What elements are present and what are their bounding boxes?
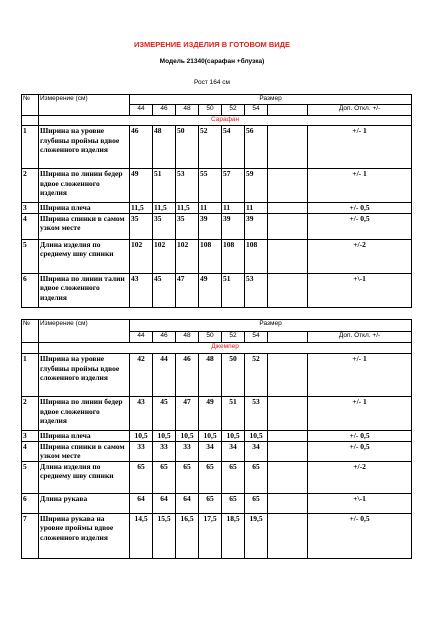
row-spacer <box>268 513 308 558</box>
row-name: Ширина по линии талии вдвое сложенного изделия <box>39 273 130 307</box>
size-value: 11,5 <box>176 203 199 214</box>
row-spacer <box>268 169 308 203</box>
size-value: 64 <box>153 493 176 513</box>
row-name: Длина изделия по среднему шву спинки <box>39 239 130 273</box>
row-spacer <box>268 203 308 214</box>
row-name: Ширина на уровне глубины проймы вдвое сложенного изделия <box>39 126 130 169</box>
header-spacer <box>268 105 308 116</box>
table-row <box>22 273 412 307</box>
header-num: № <box>22 320 39 343</box>
header-tolerance: Доп. Откл. +/- <box>308 105 412 116</box>
size-value: 65 <box>199 461 222 493</box>
size-value: 53 <box>245 397 268 431</box>
row-number: 2 <box>22 169 39 203</box>
size-value: 10,5 <box>245 431 268 442</box>
size-value: 108 <box>245 239 268 273</box>
size-value: 34 <box>245 441 268 461</box>
size-value: 11 <box>199 203 222 214</box>
row-number: 3 <box>22 431 39 442</box>
size-header: 52 <box>222 105 245 116</box>
size-value: 18,5 <box>222 513 245 558</box>
tolerance-value: +/- 0,5 <box>308 213 412 239</box>
header-measurement: Измерение (см) <box>39 95 130 116</box>
size-value: 33 <box>176 441 199 461</box>
row-spacer <box>268 213 308 239</box>
row-spacer <box>268 431 308 442</box>
row-name: Ширина на уровне глубины проймы вдвое сложенного изделия <box>39 354 130 397</box>
size-value: 10,5 <box>222 431 245 442</box>
size-value: 65 <box>245 493 268 513</box>
size-value: 49 <box>130 169 153 203</box>
size-value: 19,5 <box>245 513 268 558</box>
tolerance-value: +/-2 <box>308 461 412 493</box>
row-spacer <box>268 441 308 461</box>
size-value: 64 <box>130 493 153 513</box>
header-measurement: Измерение (см) <box>39 320 130 343</box>
size-value: 53 <box>245 273 268 307</box>
size-value: 39 <box>245 213 268 239</box>
size-value: 46 <box>130 126 153 169</box>
tolerance-value: +/- 1 <box>308 169 412 203</box>
table-row <box>22 354 412 397</box>
row-name: Ширина спинки в самом узком месте <box>39 441 130 461</box>
row-spacer <box>268 397 308 431</box>
tolerance-value: +\-1 <box>308 493 412 513</box>
size-value: 102 <box>130 239 153 273</box>
size-value: 11 <box>245 203 268 214</box>
size-value: 51 <box>153 169 176 203</box>
size-header: 52 <box>222 332 245 343</box>
size-value: 65 <box>222 493 245 513</box>
table-row <box>22 169 412 203</box>
size-value: 34 <box>199 441 222 461</box>
row-number: 5 <box>22 239 39 273</box>
size-header: 48 <box>176 332 199 343</box>
table-row <box>22 431 412 442</box>
row-number: 5 <box>22 461 39 493</box>
size-value: 35 <box>153 213 176 239</box>
size-value: 35 <box>130 213 153 239</box>
row-name: Ширина спинки в самом узком месте <box>39 213 130 239</box>
row-spacer <box>268 354 308 397</box>
row-spacer <box>268 461 308 493</box>
tolerance-value: +/- 0,5 <box>308 203 412 214</box>
size-value: 108 <box>222 239 245 273</box>
size-value: 59 <box>245 169 268 203</box>
size-value: 54 <box>222 126 245 169</box>
tolerance-value: +/- 0,5 <box>308 441 412 461</box>
model-name: Модель 21340(сарафан +блузка) <box>159 58 265 65</box>
size-value: 64 <box>176 493 199 513</box>
size-value: 49 <box>199 397 222 431</box>
size-value: 53 <box>176 169 199 203</box>
size-value: 48 <box>199 354 222 397</box>
tolerance-value: +/- 1 <box>308 126 412 169</box>
size-value: 10,5 <box>130 431 153 442</box>
row-name: Ширина по линии бедер вдвое сложенного изделия <box>39 397 130 431</box>
table-row <box>22 126 412 169</box>
size-value: 102 <box>176 239 199 273</box>
row-number: 1 <box>22 126 39 169</box>
size-value: 55 <box>199 169 222 203</box>
size-value: 65 <box>176 461 199 493</box>
size-value: 108 <box>199 239 222 273</box>
measurement-table-sarafan <box>21 94 412 308</box>
size-value: 65 <box>222 461 245 493</box>
height-label: Рост 164 см <box>193 79 231 86</box>
size-header: 44 <box>130 332 153 343</box>
row-number: 2 <box>22 397 39 431</box>
size-value: 39 <box>199 213 222 239</box>
row-name: Длина рукава <box>39 493 130 513</box>
row-number: 3 <box>22 203 39 214</box>
size-header: 54 <box>245 105 268 116</box>
size-value: 102 <box>153 239 176 273</box>
row-number: 4 <box>22 441 39 461</box>
row-number: 7 <box>22 513 39 558</box>
header-spacer <box>268 332 308 343</box>
row-number: 1 <box>22 354 39 397</box>
row-name: Ширина плеча <box>39 431 130 442</box>
size-value: 65 <box>153 461 176 493</box>
size-value: 51 <box>222 397 245 431</box>
row-spacer <box>268 273 308 307</box>
table-row <box>22 493 412 513</box>
size-value: 39 <box>222 213 245 239</box>
tolerance-value: +/- 0,5 <box>308 513 412 558</box>
size-value: 10,5 <box>153 431 176 442</box>
size-value: 65 <box>245 461 268 493</box>
size-value: 34 <box>222 441 245 461</box>
table-row <box>22 461 412 493</box>
table-row <box>22 239 412 273</box>
size-value: 11,5 <box>153 203 176 214</box>
section-title: Сарафан <box>39 116 412 126</box>
size-value: 57 <box>222 169 245 203</box>
size-value: 15,5 <box>153 513 176 558</box>
row-number: 6 <box>22 273 39 307</box>
size-value: 45 <box>153 273 176 307</box>
row-number: 4 <box>22 213 39 239</box>
size-value: 10,5 <box>199 431 222 442</box>
header-size: Размер <box>130 320 412 332</box>
size-value: 50 <box>176 126 199 169</box>
row-name: Ширина рукава на уровне проймы вдвое сложенного изделия <box>39 513 130 558</box>
size-value: 47 <box>176 273 199 307</box>
size-value: 50 <box>222 354 245 397</box>
size-value: 49 <box>199 273 222 307</box>
row-name: Ширина плеча <box>39 203 130 214</box>
section-title: Джемпер <box>39 343 412 354</box>
size-value: 35 <box>176 213 199 239</box>
size-value: 52 <box>199 126 222 169</box>
size-value: 48 <box>153 126 176 169</box>
header-num: № <box>22 95 39 116</box>
size-header: 54 <box>245 332 268 343</box>
table-row <box>22 441 412 461</box>
size-value: 17,5 <box>199 513 222 558</box>
header-size: Размер <box>130 95 412 105</box>
table-row <box>22 397 412 431</box>
size-header: 50 <box>199 105 222 116</box>
size-value: 51 <box>222 273 245 307</box>
table-row <box>22 203 412 214</box>
row-spacer <box>268 493 308 513</box>
size-value: 11,5 <box>130 203 153 214</box>
size-header: 48 <box>176 105 199 116</box>
tolerance-value: +/- 0,5 <box>308 431 412 442</box>
tolerance-value: +/- 1 <box>308 354 412 397</box>
size-value: 11 <box>222 203 245 214</box>
size-value: 44 <box>153 354 176 397</box>
size-value: 45 <box>153 397 176 431</box>
section-spacer <box>22 343 39 354</box>
tolerance-value: +/-2 <box>308 239 412 273</box>
row-name: Ширина по линии бедер вдвое сложенного изделия <box>39 169 130 203</box>
size-value: 16,5 <box>176 513 199 558</box>
size-header: 46 <box>153 105 176 116</box>
size-value: 46 <box>176 354 199 397</box>
document-title: ИЗМЕРЕНИЕ ИЗДЕЛИЯ В ГОТОВОМ ВИДЕ <box>133 40 291 49</box>
row-name: Длина изделия по среднему шву спинки <box>39 461 130 493</box>
tolerance-value: +\-1 <box>308 273 412 307</box>
size-value: 56 <box>245 126 268 169</box>
size-value: 47 <box>176 397 199 431</box>
tolerance-value: +/- 1 <box>308 397 412 431</box>
row-number: 6 <box>22 493 39 513</box>
row-spacer <box>268 239 308 273</box>
table-row <box>22 513 412 558</box>
header-tolerance: Доп. Откл. +/- <box>308 332 412 343</box>
section-spacer <box>22 116 39 126</box>
size-value: 14,5 <box>130 513 153 558</box>
size-value: 42 <box>130 354 153 397</box>
size-value: 52 <box>245 354 268 397</box>
size-header: 46 <box>153 332 176 343</box>
size-value: 43 <box>130 397 153 431</box>
size-value: 43 <box>130 273 153 307</box>
row-spacer <box>268 126 308 169</box>
measurement-table-jumper <box>21 319 412 559</box>
size-header: 50 <box>199 332 222 343</box>
table-row <box>22 213 412 239</box>
size-header: 44 <box>130 105 153 116</box>
size-value: 33 <box>130 441 153 461</box>
size-value: 65 <box>130 461 153 493</box>
size-value: 10,5 <box>176 431 199 442</box>
size-value: 65 <box>199 493 222 513</box>
size-value: 33 <box>153 441 176 461</box>
